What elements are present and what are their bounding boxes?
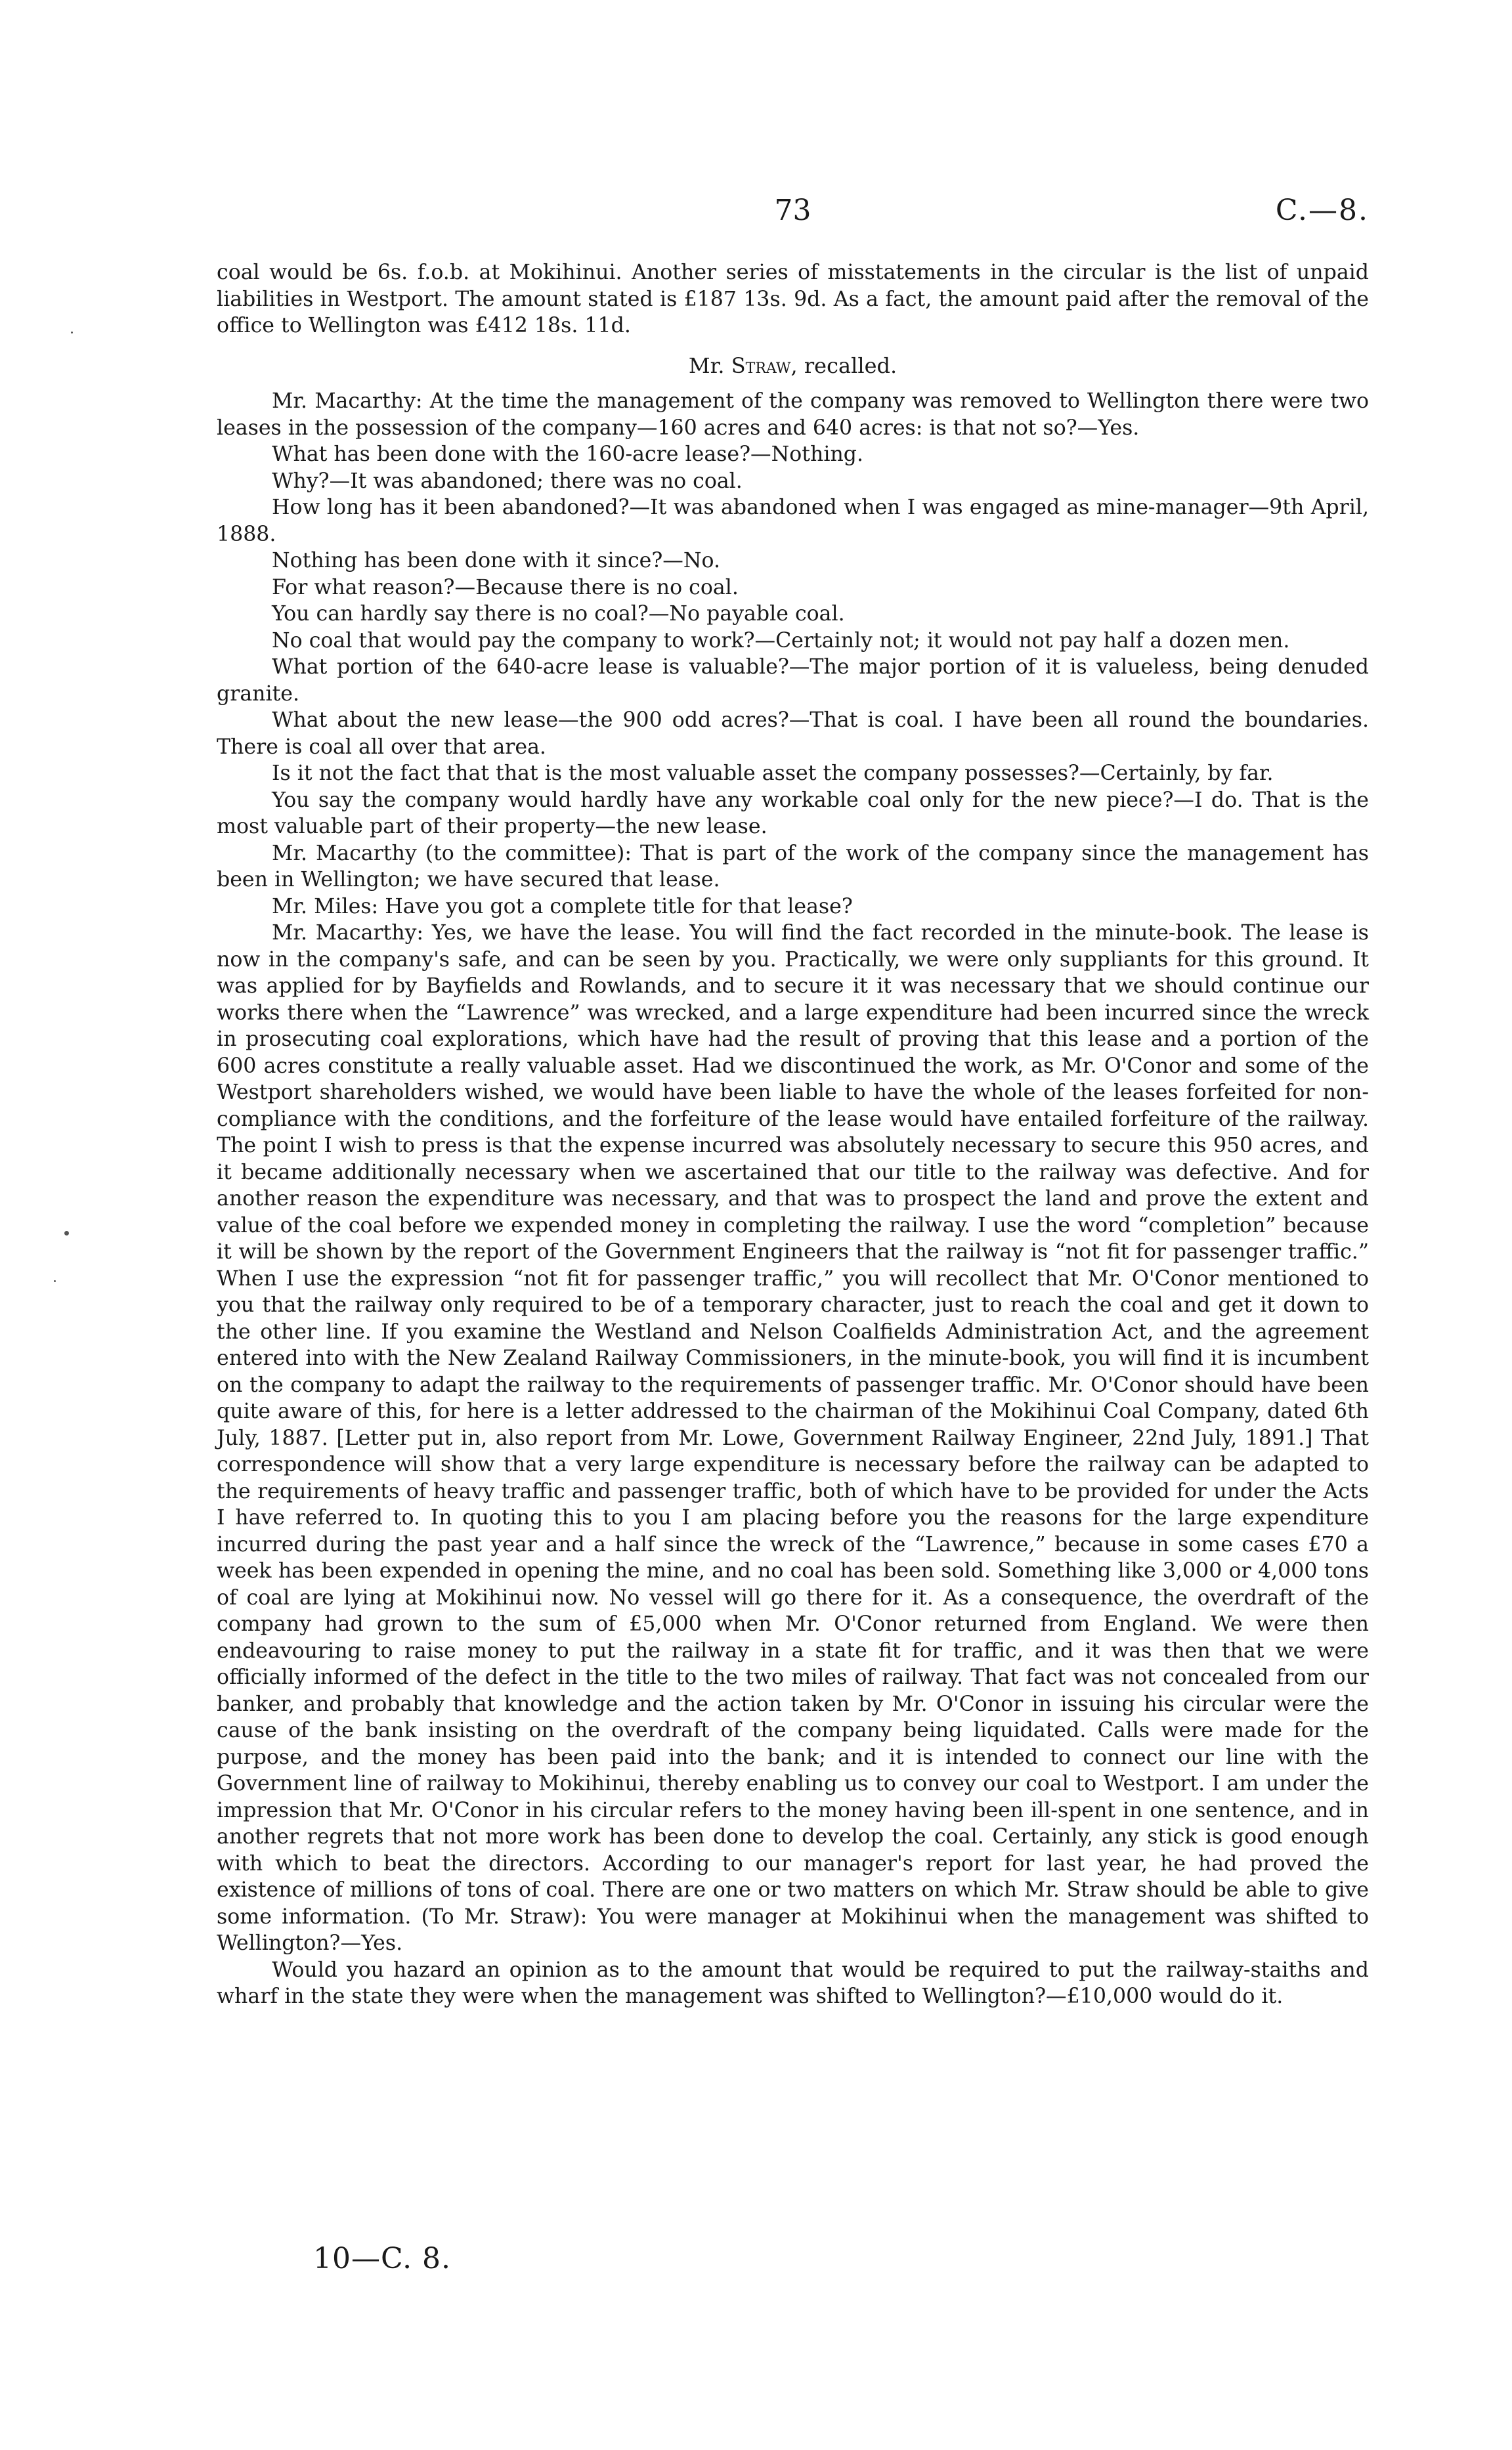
paragraph: Mr. Miles: Have you got a complete title for that lease? bbox=[272, 894, 853, 918]
paragraph: What about the new lease—the 900 odd acres?—That is coal. I have been all round the boundaries. There is coal all over that area. bbox=[217, 708, 1369, 759]
paragraph: Mr. Macarthy: At the time the management of the company was removed to Wellington there were two leases in the possession of the company—160 acres and 640 acres: is that not so?—Yes. bbox=[217, 389, 1369, 440]
scan-speck bbox=[54, 1280, 56, 1282]
paragraph: You say the company would hardly have any workable coal only for the new piece?—I do. That is the most valuable part of their property—the new lease. bbox=[217, 788, 1369, 838]
paragraph: How long has it been abandoned?—It was abandoned when I was engaged as mine-manager—9th April, 1888. bbox=[217, 496, 1369, 546]
paragraph: Is it not the fact that that is the most valuable asset the company possesses?—Certainly, by far. bbox=[272, 762, 1274, 785]
witness-heading-suffix: , recalled. bbox=[790, 353, 897, 378]
paragraph: What has been done with the 160-acre lease?—Nothing. bbox=[272, 442, 864, 466]
paragraph: No coal that would pay the company to work?—Certainly not; it would not pay half a dozen men. bbox=[272, 628, 1290, 653]
document-body bbox=[217, 259, 1369, 2010]
document-reference: C.—8. bbox=[1275, 194, 1369, 227]
signature-mark: 10—C. 8. bbox=[313, 2242, 452, 2275]
witness-heading bbox=[217, 353, 1369, 379]
paragraph: Mr. Macarthy (to the committee): That is part of the work of the company since the management has been in Wellington; we have secured that lease. bbox=[217, 841, 1369, 892]
paragraph: What portion of the 640-acre lease is valuable?—The major portion of it is valueless, being denuded granite. bbox=[217, 655, 1369, 706]
scan-speck bbox=[71, 332, 73, 333]
paragraph: Nothing has been done with it since?—No. bbox=[272, 549, 721, 572]
paragraph: For what reason?—Because there is no coal. bbox=[272, 575, 739, 599]
paragraph: Why?—It was abandoned; there was no coal. bbox=[272, 469, 743, 493]
paragraph-long-statement: Mr. Macarthy: Yes, we have the lease. You will find the fact recorded in the minute-book. The lease is now in the company's safe, and can be seen by you. Practically, we were only suppliants for this ground. It was applied for by Bayfields and Rowlands, and to secure it it was necessary that we should continue our works there when the “Lawrence” was wrecked, and a large expenditure had been incurred since the wreck in prosecuting coal explorations, which have had the result of proving that this lease and a portion of the 600 acres constitute a really valuable asset. Had we discontinued the work, as Mr. O'Conor and some of the Westport shareholders wished, we would have been liable to have the whole of the leases forfeited for non-compliance with the conditions, and the forfeiture of the lease would have entailed forfeiture of the railway. The point I wish to press is that the expense incurred was absolutely necessary to secure this 950 acres, and it became additionally necessary when we ascertained that our title to the railway was defective. And for another reason the expenditure was necessary, and that was to prospect the land and prove the extent and value of the coal before we expended money in completing the railway. I use the word “completion” because it will be shown by the report of the Government Engineers that the railway is “not fit for passenger traffic.” When I use the expression “not fit for passenger traffic,” you will recollect that Mr. O'Conor mentioned to you that the railway only required to be of a temporary character, just to reach the coal and get it down to the other line. If you examine the Westland and Nelson Coalfields Administration Act, and the agreement entered into with the New Zealand Railway Commissioners, in the minute-book, you will find it is incumbent on the company to adapt the railway to the requirements of passenger traffic. Mr. O'Conor should have been quite aware of this, for here is a letter addressed to the chairman of the Mokihinui Coal Company, dated 6th July, 1887. [Letter put in, also report from Mr. Lowe, Government Railway Engineer, 22nd July, 1891.] That correspondence will show that a very large expenditure is necessary before the railway can be adapted to the requirements of heavy traffic and passenger traffic, both of which have to be provided for under the Acts I have referred to. In quoting this to you I am placing before you the reasons for the large expenditure incurred during the past year and a half since the wreck of the “Lawrence,” because in some cases £70 a week has been expended in opening the mine, and no coal has been sold. Something like 3,000 or 4,000 tons of coal are lying at Mokihinui now. No vessel will go there for it. As a consequence, the overdraft of the company had grown to the sum of £5,000 when Mr. O'Conor returned from England. We were then endeavouring to raise money to put the railway in a state fit for traffic, and it was then that we were officially informed of the defect in the title to the two miles of railway. That fact was not concealed from our banker, and probably that knowledge and the action taken by Mr. O'Conor in issuing his circular were the cause of the bank insisting on the overdraft of the company being liquidated. Calls were made for the purpose, and the money has been paid into the bank; and it is intended to connect our line with the Government line of railway to Mokihinui, thereby enabling us to convey our coal to Westport. I am under the impression that Mr. O'Conor in his circular refers to the money having been ill-spent in one sentence, and in another regrets that not more work has been done to develop the coal. Certainly, any stick is good enough with which to beat the directors. According to our manager's report for last year, he had proved the existence of millions of tons of coal. There are one or two matters on which Mr. Straw should be able to give some information. (To Mr. Straw): You were manager at Mokihinui when the management was shifted to Wellington?—Yes. bbox=[217, 921, 1369, 1955]
witness-heading-prefix: Mr. bbox=[688, 353, 731, 378]
paragraph: You can hardly say there is no coal?—No payable coal. bbox=[272, 602, 845, 626]
page-header bbox=[217, 194, 1369, 233]
paragraph-continuation: coal would be 6s. f.o.b. at Mokihinui. Another series of misstatements in the circular is the list of unpaid liabilities in Westport. The amount stated is £187 13s. 9d. As a fact, the amount paid after the removal of the office to Wellington was £412 18s. 11d. bbox=[217, 261, 1369, 337]
witness-name: Straw bbox=[731, 353, 791, 378]
page-number: 73 bbox=[774, 194, 811, 227]
scan-speck bbox=[64, 1231, 69, 1236]
paragraph: Would you hazard an opinion as to the amount that would be required to put the railway-staiths and wharf in the state they were when the management was shifted to Wellington?—£10,000 would do it. bbox=[217, 1958, 1369, 2008]
